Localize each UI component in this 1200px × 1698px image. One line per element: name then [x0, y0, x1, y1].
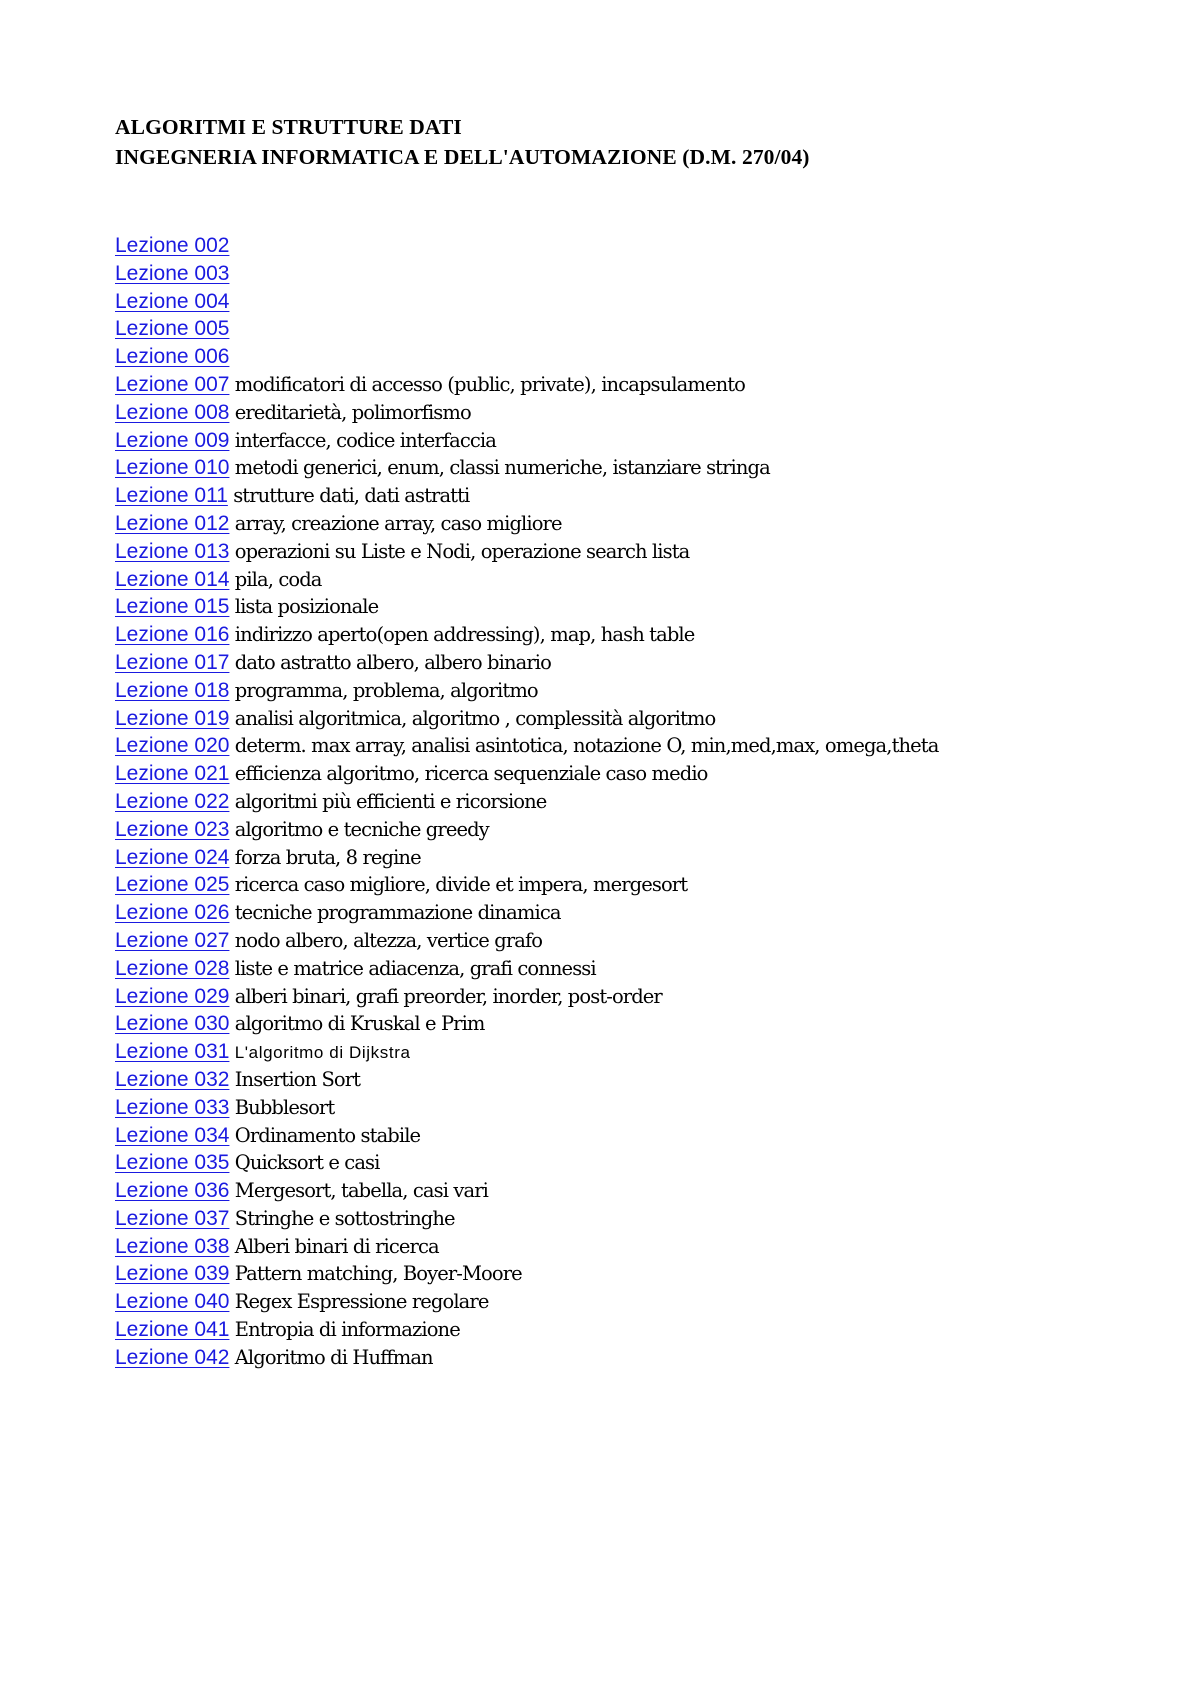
- lesson-topic: algoritmo e tecniche greedy: [234, 817, 489, 841]
- lesson-row: [115, 1233, 1155, 1261]
- lesson-row: [115, 343, 1155, 371]
- lesson-row: [115, 315, 1155, 343]
- lesson-link[interactable]: Lezione 037: [115, 1206, 230, 1230]
- lesson-row: [115, 1344, 1155, 1372]
- lesson-link[interactable]: Lezione 005: [115, 317, 230, 341]
- lesson-link[interactable]: Lezione 023: [115, 817, 230, 841]
- lesson-link[interactable]: Lezione 010: [115, 456, 230, 480]
- lesson-row: [115, 955, 1155, 983]
- lesson-topic: dato astratto albero, albero binario: [234, 650, 551, 674]
- lesson-topic: determ. max array, analisi asintotica, notazione O, min,med,max, omega,theta: [234, 734, 939, 758]
- lesson-link[interactable]: Lezione 026: [115, 901, 230, 925]
- lesson-link[interactable]: Lezione 014: [115, 567, 230, 591]
- lesson-topic: Algoritmo di Huffman: [234, 1345, 433, 1369]
- lesson-row: [115, 482, 1155, 510]
- lesson-topic: alberi binari, grafi preorder, inorder, post-order: [234, 984, 662, 1008]
- lesson-topic: programma, problema, algoritmo: [234, 678, 538, 702]
- lesson-row: [115, 1316, 1155, 1344]
- lesson-row: [115, 871, 1155, 899]
- lesson-topic: operazioni su Liste e Nodi, operazione search lista: [234, 539, 690, 563]
- lesson-link[interactable]: Lezione 036: [115, 1179, 230, 1203]
- lesson-link[interactable]: Lezione 013: [115, 539, 230, 563]
- lesson-topic: Mergesort, tabella, casi vari: [234, 1179, 488, 1203]
- lesson-topic: lista posizionale: [234, 595, 379, 619]
- lesson-link[interactable]: Lezione 030: [115, 1012, 230, 1036]
- lesson-link[interactable]: Lezione 003: [115, 261, 230, 285]
- course-title: ALGORITMI E STRUTTURE DATI: [115, 115, 462, 139]
- lesson-topic: nodo albero, altezza, vertice grafo: [234, 928, 543, 952]
- lesson-link[interactable]: Lezione 041: [115, 1318, 230, 1342]
- lesson-link[interactable]: Lezione 033: [115, 1095, 230, 1119]
- lesson-link[interactable]: Lezione 038: [115, 1234, 230, 1258]
- lesson-row: [115, 1260, 1155, 1288]
- lesson-row: [115, 1038, 1155, 1066]
- lesson-link[interactable]: Lezione 032: [115, 1067, 230, 1091]
- lesson-row: [115, 760, 1155, 788]
- lesson-topic: modificatori di accesso (public, private), incapsulamento: [234, 372, 746, 396]
- document-header: [115, 112, 1155, 172]
- lesson-link[interactable]: Lezione 007: [115, 372, 230, 396]
- lesson-topic: algoritmi più efficienti e ricorsione: [234, 789, 547, 813]
- lesson-row: [115, 927, 1155, 955]
- lesson-row: [115, 399, 1155, 427]
- lesson-topic: ricerca caso migliore, divide et impera, mergesort: [234, 873, 688, 897]
- lesson-topic: interfacce, codice interfaccia: [234, 428, 496, 452]
- lesson-row: [115, 1066, 1155, 1094]
- lesson-row: [115, 621, 1155, 649]
- lesson-link[interactable]: Lezione 027: [115, 928, 230, 952]
- lesson-list: [115, 232, 1155, 1372]
- lesson-row: [115, 566, 1155, 594]
- lesson-link[interactable]: Lezione 031: [115, 1040, 230, 1064]
- lesson-row: [115, 427, 1155, 455]
- lesson-topic: liste e matrice adiacenza, grafi connessi: [234, 956, 596, 980]
- lesson-topic: efficienza algoritmo, ricerca sequenziale caso medio: [234, 762, 708, 786]
- lesson-row: [115, 1288, 1155, 1316]
- lesson-row: [115, 983, 1155, 1011]
- lesson-link[interactable]: Lezione 039: [115, 1262, 230, 1286]
- lesson-link[interactable]: Lezione 002: [115, 234, 230, 257]
- lesson-topic: tecniche programmazione dinamica: [234, 901, 561, 925]
- lesson-topic: algoritmo di Kruskal e Prim: [234, 1012, 485, 1036]
- lesson-row: [115, 260, 1155, 288]
- lesson-row: [115, 538, 1155, 566]
- lesson-topic: Regex Espressione regolare: [234, 1290, 489, 1314]
- lesson-topic: Ordinamento stabile: [234, 1123, 421, 1147]
- lesson-link[interactable]: Lezione 020: [115, 734, 230, 758]
- lesson-link[interactable]: Lezione 029: [115, 984, 230, 1008]
- lesson-row: [115, 371, 1155, 399]
- lesson-row: [115, 454, 1155, 482]
- lesson-row: [115, 1094, 1155, 1122]
- lesson-row: [115, 816, 1155, 844]
- lesson-row: [115, 1205, 1155, 1233]
- lesson-link[interactable]: Lezione 011: [115, 484, 228, 508]
- lesson-topic: Stringhe e sottostringhe: [234, 1206, 455, 1230]
- lesson-row: [115, 899, 1155, 927]
- lesson-link[interactable]: Lezione 017: [115, 650, 230, 674]
- lesson-link[interactable]: Lezione 040: [115, 1290, 230, 1314]
- lesson-link[interactable]: Lezione 018: [115, 678, 230, 702]
- lesson-row: [115, 705, 1155, 733]
- lesson-topic: indirizzo aperto(open addressing), map, hash table: [234, 623, 695, 647]
- lesson-row: [115, 844, 1155, 872]
- lesson-row: [115, 649, 1155, 677]
- lesson-link[interactable]: Lezione 009: [115, 428, 230, 452]
- lesson-topic: forza bruta, 8 regine: [234, 845, 421, 869]
- lesson-link[interactable]: Lezione 019: [115, 706, 230, 730]
- lesson-link[interactable]: Lezione 015: [115, 595, 230, 619]
- lesson-link[interactable]: Lezione 021: [115, 762, 230, 786]
- lesson-row: [115, 1122, 1155, 1150]
- lesson-link[interactable]: Lezione 034: [115, 1123, 230, 1147]
- lesson-row: [115, 593, 1155, 621]
- lesson-topic: metodi generici, enum, classi numeriche, istanziare stringa: [234, 456, 770, 480]
- lesson-topic: strutture dati, dati astratti: [233, 484, 470, 508]
- lesson-row: [115, 1149, 1155, 1177]
- lesson-row: [115, 677, 1155, 705]
- lesson-topic: Pattern matching, Boyer-Moore: [234, 1262, 522, 1286]
- lesson-topic: L'algoritmo di Dijkstra: [234, 1043, 411, 1063]
- lesson-row: [115, 232, 1155, 260]
- lesson-topic: Insertion Sort: [234, 1067, 361, 1091]
- lesson-row: [115, 1177, 1155, 1205]
- lesson-topic: Bubblesort: [234, 1095, 335, 1119]
- lesson-topic: Alberi binari di ricerca: [234, 1234, 439, 1258]
- lesson-row: [115, 288, 1155, 316]
- lesson-link[interactable]: Lezione 008: [115, 400, 230, 424]
- degree-title: INGEGNERIA INFORMATICA E DELL'AUTOMAZIONE (D.M. 270/04): [115, 145, 810, 169]
- lesson-topic: array, creazione array, caso migliore: [234, 511, 562, 535]
- lesson-link[interactable]: Lezione 022: [115, 789, 230, 813]
- lesson-link[interactable]: Lezione 016: [115, 623, 230, 647]
- lesson-link[interactable]: Lezione 028: [115, 956, 230, 980]
- lesson-link[interactable]: Lezione 006: [115, 345, 230, 369]
- lesson-row: [115, 732, 1155, 760]
- lesson-link[interactable]: Lezione 042: [115, 1345, 230, 1369]
- lesson-link[interactable]: Lezione 024: [115, 845, 230, 869]
- lesson-link[interactable]: Lezione 025: [115, 873, 230, 897]
- lesson-topic: Quicksort e casi: [234, 1151, 380, 1175]
- document-page: [115, 112, 1155, 1388]
- lesson-row: [115, 788, 1155, 816]
- lesson-link[interactable]: Lezione 012: [115, 511, 230, 535]
- lesson-topic: Entropia di informazione: [234, 1318, 460, 1342]
- lesson-topic: ereditarietà, polimorfismo: [234, 400, 471, 424]
- lesson-link[interactable]: Lezione 035: [115, 1151, 230, 1175]
- lesson-link[interactable]: Lezione 004: [115, 289, 230, 313]
- lesson-row: [115, 510, 1155, 538]
- lesson-topic: analisi algoritmica, algoritmo , complessità algoritmo: [234, 706, 716, 730]
- lesson-row: [115, 1010, 1155, 1038]
- lesson-topic: pila, coda: [234, 567, 322, 591]
